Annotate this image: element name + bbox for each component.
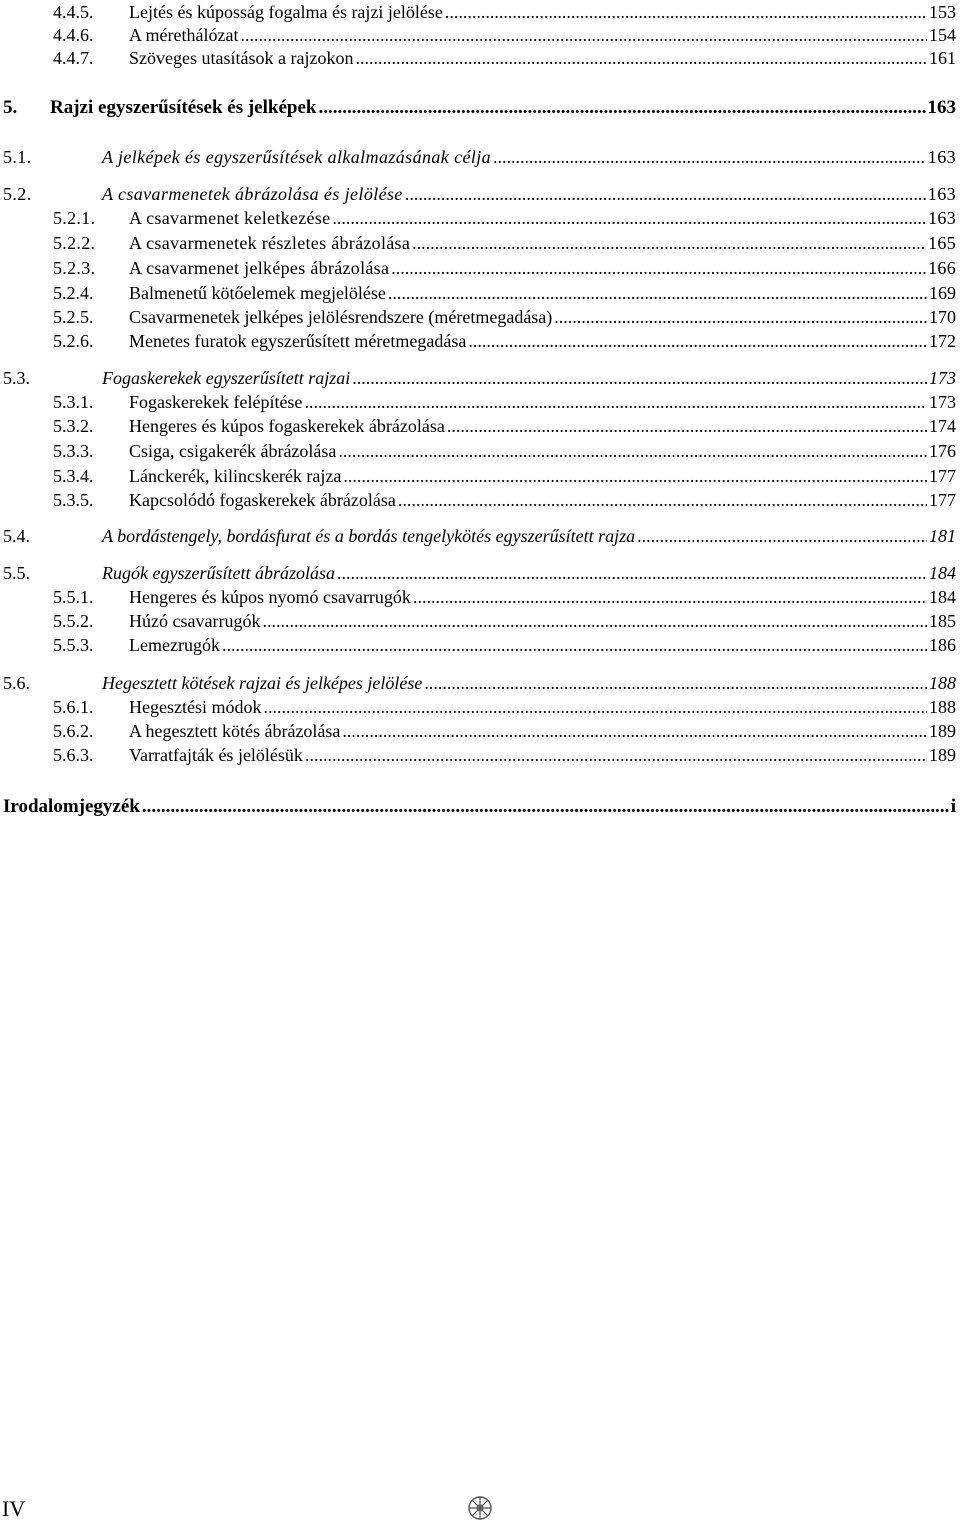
toc-entry[interactable] (53, 721, 956, 742)
toc-entry[interactable] (53, 2, 956, 23)
toc-entry-number: 5.3.2. (53, 416, 94, 436)
toc-entry-title: Fogaskerekek felépítése (129, 392, 303, 412)
toc-entry-page: 181 (929, 526, 956, 546)
toc-entry-page: 177 (929, 490, 956, 510)
toc-entry-number: 5.5.3. (53, 635, 94, 655)
toc-entry-number: 5.2.1. (53, 208, 96, 228)
toc-entry[interactable] (53, 233, 956, 254)
toc-entry-page: 173 (929, 368, 956, 388)
toc-entry-number: 5.3. (3, 368, 30, 388)
toc-entry-page: 170 (929, 307, 956, 327)
page-number: IV (2, 1496, 26, 1521)
toc-entry[interactable] (53, 258, 956, 279)
toc-entry[interactable] (53, 697, 956, 718)
toc-section-entry[interactable] (3, 526, 956, 547)
toc-entry-number: 5.6.2. (53, 721, 94, 741)
toc-leader-dots (305, 745, 927, 766)
toc-leader-dots (445, 2, 927, 23)
toc-entry-number: 5.3.1. (53, 392, 94, 412)
toc-entry[interactable] (53, 466, 956, 487)
toc-entry[interactable] (53, 283, 956, 304)
toc-chapter-entry[interactable] (3, 97, 956, 119)
toc-section-entry[interactable] (3, 184, 956, 205)
toc-entry[interactable] (53, 331, 956, 352)
toc-bibliography-entry[interactable] (3, 796, 956, 818)
toc-entry[interactable] (53, 587, 956, 608)
toc-entry-title: Lejtés és kúposság fogalma és rajzi jelölése (129, 2, 443, 22)
toc-entry-title: Hengeres és kúpos nyomó csavarrugók (129, 587, 411, 607)
toc-entry-title: Szöveges utasítások a rajzokon (129, 48, 354, 68)
toc-entry-number: 5.5.1. (53, 587, 94, 607)
toc-leader-dots (493, 147, 926, 168)
toc-entry-number: 5.2.6. (53, 331, 94, 351)
toc-entry-number: 5.4. (3, 526, 30, 546)
toc-entry-title: A csavarmenet keletkezése (129, 208, 331, 228)
toc-entry-number: 5. (3, 97, 18, 118)
toc-entry-page: 163 (928, 208, 956, 228)
toc-entry-title: A bordástengely, bordásfurat és a bordás tengelykötés egyszerűsített rajza (102, 526, 636, 546)
toc-entry-number: 5.1. (3, 147, 32, 167)
toc-entry-title: Hegesztett kötések rajzai és jelképes jelölése (102, 673, 423, 693)
toc-entry-page: 161 (929, 48, 956, 68)
toc-leader-dots (398, 490, 927, 511)
toc-leader-dots (388, 283, 927, 304)
toc-section-entry[interactable] (3, 563, 956, 584)
toc-entry-number: 4.4.7. (53, 48, 94, 68)
toc-entry-number: 5.2.4. (53, 283, 94, 303)
toc-entry-title: A csavarmenetek ábrázolása és jelölése (102, 184, 403, 204)
toc-entry-number: 4.4.5. (53, 2, 94, 22)
toc-entry-page: 163 (927, 147, 956, 167)
toc-entry-number: 5.2. (3, 184, 32, 204)
toc-entry-page: 177 (929, 466, 956, 486)
toc-entry-page: i (950, 796, 956, 817)
toc-entry[interactable] (53, 416, 956, 437)
toc-entry-title: Menetes furatok egyszerűsített méretmegadása (129, 331, 467, 351)
toc-entry-page: 184 (929, 563, 956, 583)
toc-entry-title: Hegesztési módok (129, 697, 262, 717)
toc-entry-number: 5.6. (3, 673, 30, 693)
toc-entry-page: 174 (929, 416, 956, 436)
toc-leader-dots (391, 258, 926, 279)
toc-entry[interactable] (53, 25, 956, 46)
toc-entry-page: 173 (929, 392, 956, 412)
toc-entry-title: Húzó csavarrugók (129, 611, 261, 631)
toc-leader-dots (342, 721, 927, 742)
toc-leader-dots (318, 97, 925, 119)
toc-entry-number: 5.3.3. (53, 441, 94, 461)
toc-section-entry[interactable] (3, 673, 956, 694)
toc-section-entry[interactable] (3, 368, 956, 389)
toc-leader-dots (413, 587, 927, 608)
toc-entry-number: 5.3.5. (53, 490, 94, 510)
toc-entry-title: Lánckerék, kilincskerék rajza (129, 466, 342, 486)
toc-entry-page: 169 (929, 283, 956, 303)
toc-entry-number: 5.2.2. (53, 233, 96, 253)
toc-entry[interactable] (53, 48, 956, 69)
toc-entry[interactable] (53, 208, 956, 229)
toc-entry-page: 188 (929, 673, 956, 693)
toc-leader-dots (332, 208, 926, 229)
ornament-wheel-icon (467, 1495, 493, 1521)
toc-leader-dots (355, 48, 927, 69)
toc-leader-dots (447, 416, 927, 437)
toc-entry-title: Lemezrugók (129, 635, 220, 655)
toc-entry-page: 186 (929, 635, 956, 655)
toc-leader-dots (142, 796, 949, 818)
toc-entry-title: Csiga, csigakerék ábrázolása (129, 441, 337, 461)
toc-entry-number: 5.5. (3, 563, 30, 583)
toc-leader-dots (304, 392, 927, 413)
toc-entry-page: 172 (929, 331, 956, 351)
toc-entry-number: 5.3.4. (53, 466, 94, 486)
toc-entry-number: 4.4.6. (53, 25, 94, 45)
toc-entry-page: 165 (928, 233, 956, 253)
toc-leader-dots (468, 331, 927, 352)
toc-entry[interactable] (53, 441, 956, 462)
toc-entry-title: Balmenetű kötőelemek megjelölése (129, 283, 386, 303)
toc-leader-dots (637, 526, 927, 547)
toc-entry-page: 163 (927, 97, 956, 118)
toc-entry-title: Kapcsolódó fogaskerekek ábrázolása (129, 490, 396, 510)
toc-leader-dots (424, 673, 927, 694)
toc-entry[interactable] (53, 490, 956, 511)
toc-entry[interactable] (53, 745, 956, 766)
toc-section-entry[interactable] (3, 147, 956, 168)
toc-entry-page: 184 (929, 587, 956, 607)
toc-leader-dots (262, 611, 927, 632)
toc-entry-title: A mérethálózat (129, 25, 239, 45)
toc-entry-title: Rajzi egyszerűsítések és jelképek (50, 97, 317, 118)
toc-entry-title: Rugók egyszerűsített ábrázolása (102, 563, 335, 583)
toc-entry-number: 5.2.5. (53, 307, 94, 327)
toc-entry-title: A csavarmenet jelképes ábrázolása (129, 258, 390, 278)
toc-entry[interactable] (53, 611, 956, 632)
toc-leader-dots (222, 635, 927, 656)
toc-leader-dots (240, 25, 927, 46)
toc-entry-title: Csavarmenetek jelképes jelölésrendszere (méretmegadása) (129, 307, 553, 327)
toc-entry-page: 153 (929, 2, 956, 22)
toc-entry[interactable] (53, 635, 956, 656)
toc-entry-page: 154 (929, 25, 956, 45)
toc-entry-title: Varratfajták és jelölésük (129, 745, 303, 765)
toc-entry[interactable] (53, 392, 956, 413)
toc-entry-title: A jelképek és egyszerűsítések alkalmazásának célja (102, 147, 492, 167)
toc-entry-page: 176 (929, 441, 956, 461)
toc-entry-number: 5.6.1. (53, 697, 94, 717)
toc-leader-dots (412, 233, 926, 254)
toc-entry-page: 189 (929, 721, 956, 741)
toc-entry-page: 188 (929, 697, 956, 717)
toc-entry-page: 166 (928, 258, 956, 278)
toc-entry-title: Fogaskerekek egyszerűsített rajzai (102, 368, 351, 388)
toc-leader-dots (343, 466, 927, 487)
toc-entry-title: Hengeres és kúpos fogaskerekek ábrázolása (129, 416, 445, 436)
toc-entry-number: 5.6.3. (53, 745, 94, 765)
toc-entry-title: Irodalomjegyzék (3, 796, 140, 817)
toc-leader-dots (338, 441, 927, 462)
toc-entry-page: 185 (929, 611, 956, 631)
toc-entry-number: 5.2.3. (53, 258, 96, 278)
toc-entry-page: 189 (929, 745, 956, 765)
toc-leader-dots (352, 368, 927, 389)
toc-entry-page: 163 (927, 184, 956, 204)
toc-entry-number: 5.5.2. (53, 611, 94, 631)
toc-entry[interactable] (53, 307, 956, 328)
toc-leader-dots (554, 307, 927, 328)
toc-entry-title: A csavarmenetek részletes ábrázolása (129, 233, 411, 253)
toc-entry-title: A hegesztett kötés ábrázolása (129, 721, 341, 741)
toc-leader-dots (263, 697, 927, 718)
toc-leader-dots (405, 184, 926, 205)
toc-leader-dots (337, 563, 927, 584)
